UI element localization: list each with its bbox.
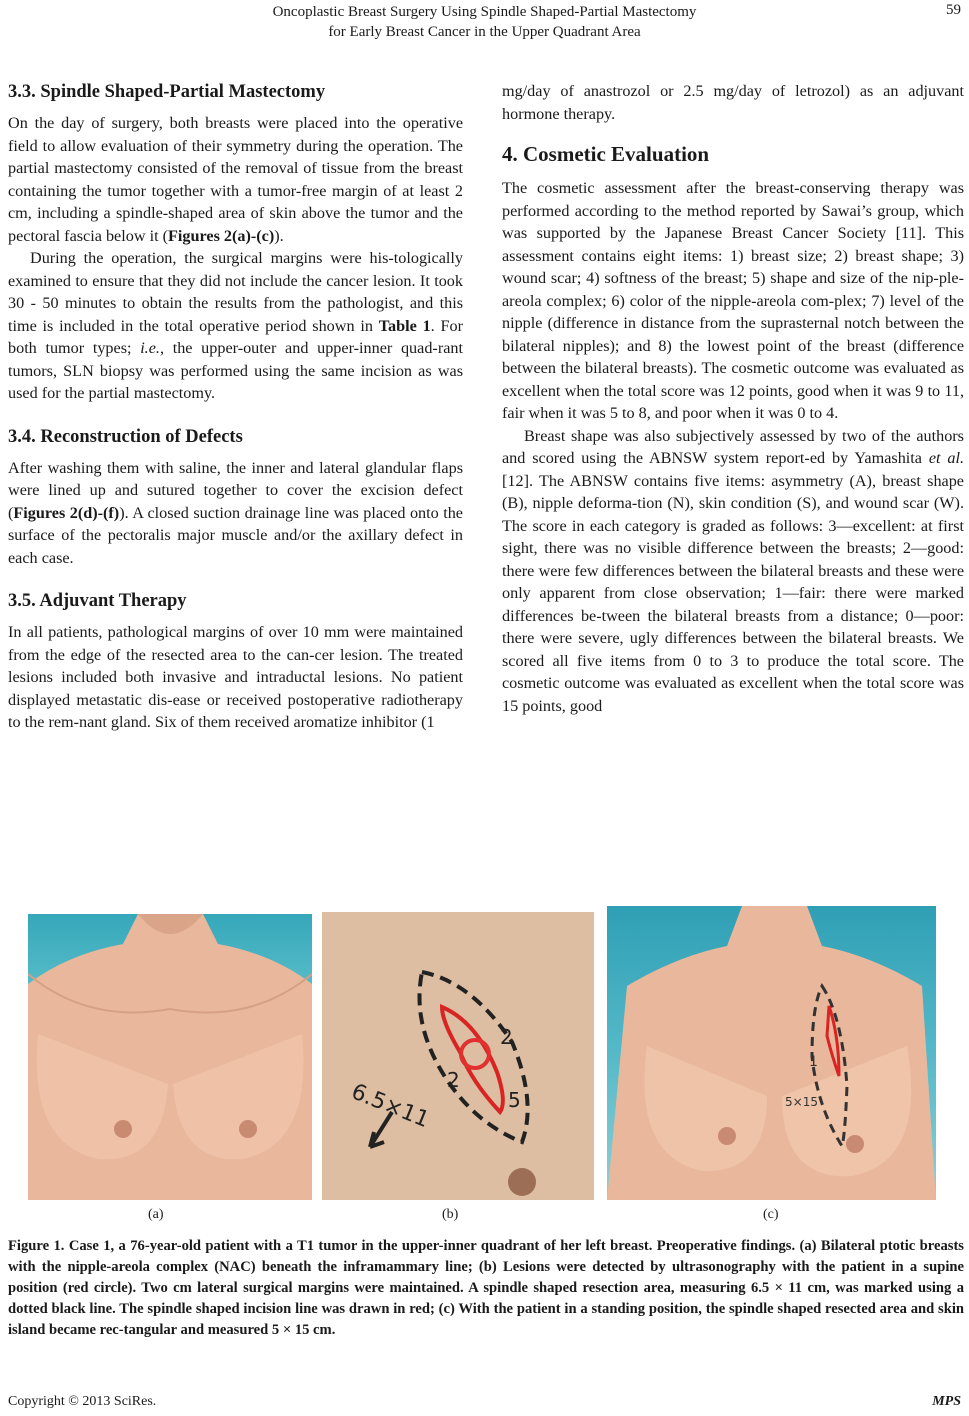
marking-label: 5×15	[785, 1095, 818, 1109]
table-ref[interactable]: Table 1	[378, 316, 431, 335]
continued-paragraph: mg/day of anastrozol or 2.5 mg/day of letrozol) as an adjuvant hormone therapy.	[502, 82, 964, 123]
right-column	[502, 80, 964, 717]
section-3-3-heading: 3.3. Spindle Shaped-Partial Mastectomy	[8, 82, 326, 102]
figure-label-b: (b)	[442, 1207, 459, 1222]
section-3-3-paragraph-2: During the operation, the surgical margins were his-tologically examined to ensure that they did not include the cancer lesion. It took 30 - 50 minutes to obtain the results from the pathologist, and this time is included in the total operative period shown in Table 1. For both tumor types; i.e., the upper-outer and upper-inner quad-rant tumors, SLN biopsy was performed using the same incision as was used for the partial mastectomy.	[8, 249, 463, 402]
figure-ref[interactable]: Figures 2(d)-(f)	[13, 503, 120, 522]
section-3-4-paragraph: After washing them with saline, the inner and lateral glandular flaps were lined up and sutured together to cover the excision defect (Figures 2(d)-(f)). A closed suction drainage line was placed onto the surface of the pectoralis major muscle and/or the axillary defect in each case.	[8, 458, 463, 567]
figure-1c-photo	[607, 906, 936, 1200]
journal-abbrev: MPS	[932, 1394, 961, 1409]
page-number: 59	[946, 2, 961, 18]
section-4-heading: 4. Cosmetic Evaluation	[502, 142, 710, 166]
running-header	[0, 2, 969, 42]
marking-label: 5	[508, 1088, 521, 1112]
section-3-5-paragraph: In all patients, pathological margins of over 10 mm were maintained from the edge of the resected area to the can-cer lesion. The treated lesions included both invasive and intraductal lesions. No patient displayed metastatic dis-ease or received postoperative radiotherapy to the rem-nant gland. Six of them received aromatize inhibitor (1	[8, 623, 463, 731]
header-line-1: Oncoplastic Breast Surgery Using Spindle Shaped-Partial Mastectomy	[272, 4, 697, 20]
copyright-footer: Copyright © 2013 SciRes.	[8, 1394, 157, 1409]
section-4-paragraph-2: Breast shape was also subjectively assessed by two of the authors and scored using the ABNSW system report-ed by Yamashita et al. [12]. The ABNSW contains five items: asymmetry (A), breast shape (B), nipple deforma-tion (N), skin condition (S), and wound scar (W). The score in each category is graded as follows: 3—excellent: at first sight, there was no visible difference between the breasts; 2—good: there were few differences between the bilateral breasts and these were only apparent from close observation; 1—fair: there were marked differences be-tween the bilateral breasts from a distance; 0—poor: there were severe, ugly differences between the bilateral breasts. We scored all five items from 0 to 3 to produce the total score. The cosmetic outcome was evaluated as excellent when the total score was 15 points, good	[502, 426, 964, 715]
section-3-4-heading: 3.4. Reconstruction of Defects	[8, 426, 243, 447]
marking-label: 6.5×11	[347, 1079, 433, 1134]
figure-1	[0, 904, 969, 1200]
section-3-3-paragraph-1: On the day of surgery, both breasts were placed into the operative field to allow evaluation of their symmetry during the operation. The partial mastectomy consisted of the removal of tissue from the breast containing the tumor together with a tumor-free margin of at least 2 cm, including a spindle-shaped area of skin above the tumor and the pectoral fascia below it (Figures 2(a)-(c)).	[8, 114, 463, 245]
left-column	[8, 80, 463, 734]
section-4-paragraph-1: The cosmetic assessment after the breast-conserving therapy was performed according to the method reported by Sawai’s group, which was supported by the Japanese Breast Cancer Society [11]. This assessment contains eight items: 1) breast size; 2) breast shape; 3) wound scar; 4) softness of the breast; 5) shape and size of the nip-ple-areola complex; 6) color of the nipple-areola com-plex; 7) level of the nipple (difference in distance from the suprasternal notch between the bilateral nipples); and 8) the lowest point of the breast (difference between the bilateral breasts). The cosmetic outcome was evaluated as excellent when the total score was 12 points, good when it was 9 to 11, fair when it was 5 to 8, and poor when it was 0 to 4.	[502, 179, 964, 422]
figure-label-a: (a)	[148, 1207, 164, 1222]
figure-1a-photo	[28, 914, 312, 1200]
torso-frontal-illustration	[28, 914, 312, 1200]
marking-label: 2	[447, 1068, 460, 1092]
skin-marking-illustration	[322, 912, 594, 1200]
figure-1b-photo	[322, 912, 594, 1200]
header-line-2: for Early Breast Cancer in the Upper Quadrant Area	[328, 24, 641, 40]
section-3-5-heading: 3.5. Adjuvant Therapy	[8, 591, 187, 611]
figure-label-c: (c)	[763, 1207, 779, 1222]
figure-ref[interactable]: Figures 2(a)-(c)	[168, 226, 275, 245]
figure-1-caption: Figure 1. Case 1, a 76-year-old patient with a T1 tumor in the upper-inner quadrant of her left breast. Preoperative findings. (a) Bilateral ptotic breasts with the nipple-areola complex (NAC) beneath the inframammary line; (b) Lesions were detected by ultrasonography with the patient in a supine position (red circle). Two cm lateral surgical margins were maintained. A spindle shaped resection area, measuring 6.5 × 11 cm, was marked using a dotted black line. The spindle shaped incision line was drawn in red; (c) With the patient in a standing position, the spindle shaped resected area and skin island became rec-tangular and measured 5 × 15 cm.	[8, 1238, 964, 1338]
marking-label: 2	[500, 1025, 513, 1049]
marking-label: 1	[809, 1054, 818, 1070]
torso-standing-illustration	[607, 906, 936, 1200]
